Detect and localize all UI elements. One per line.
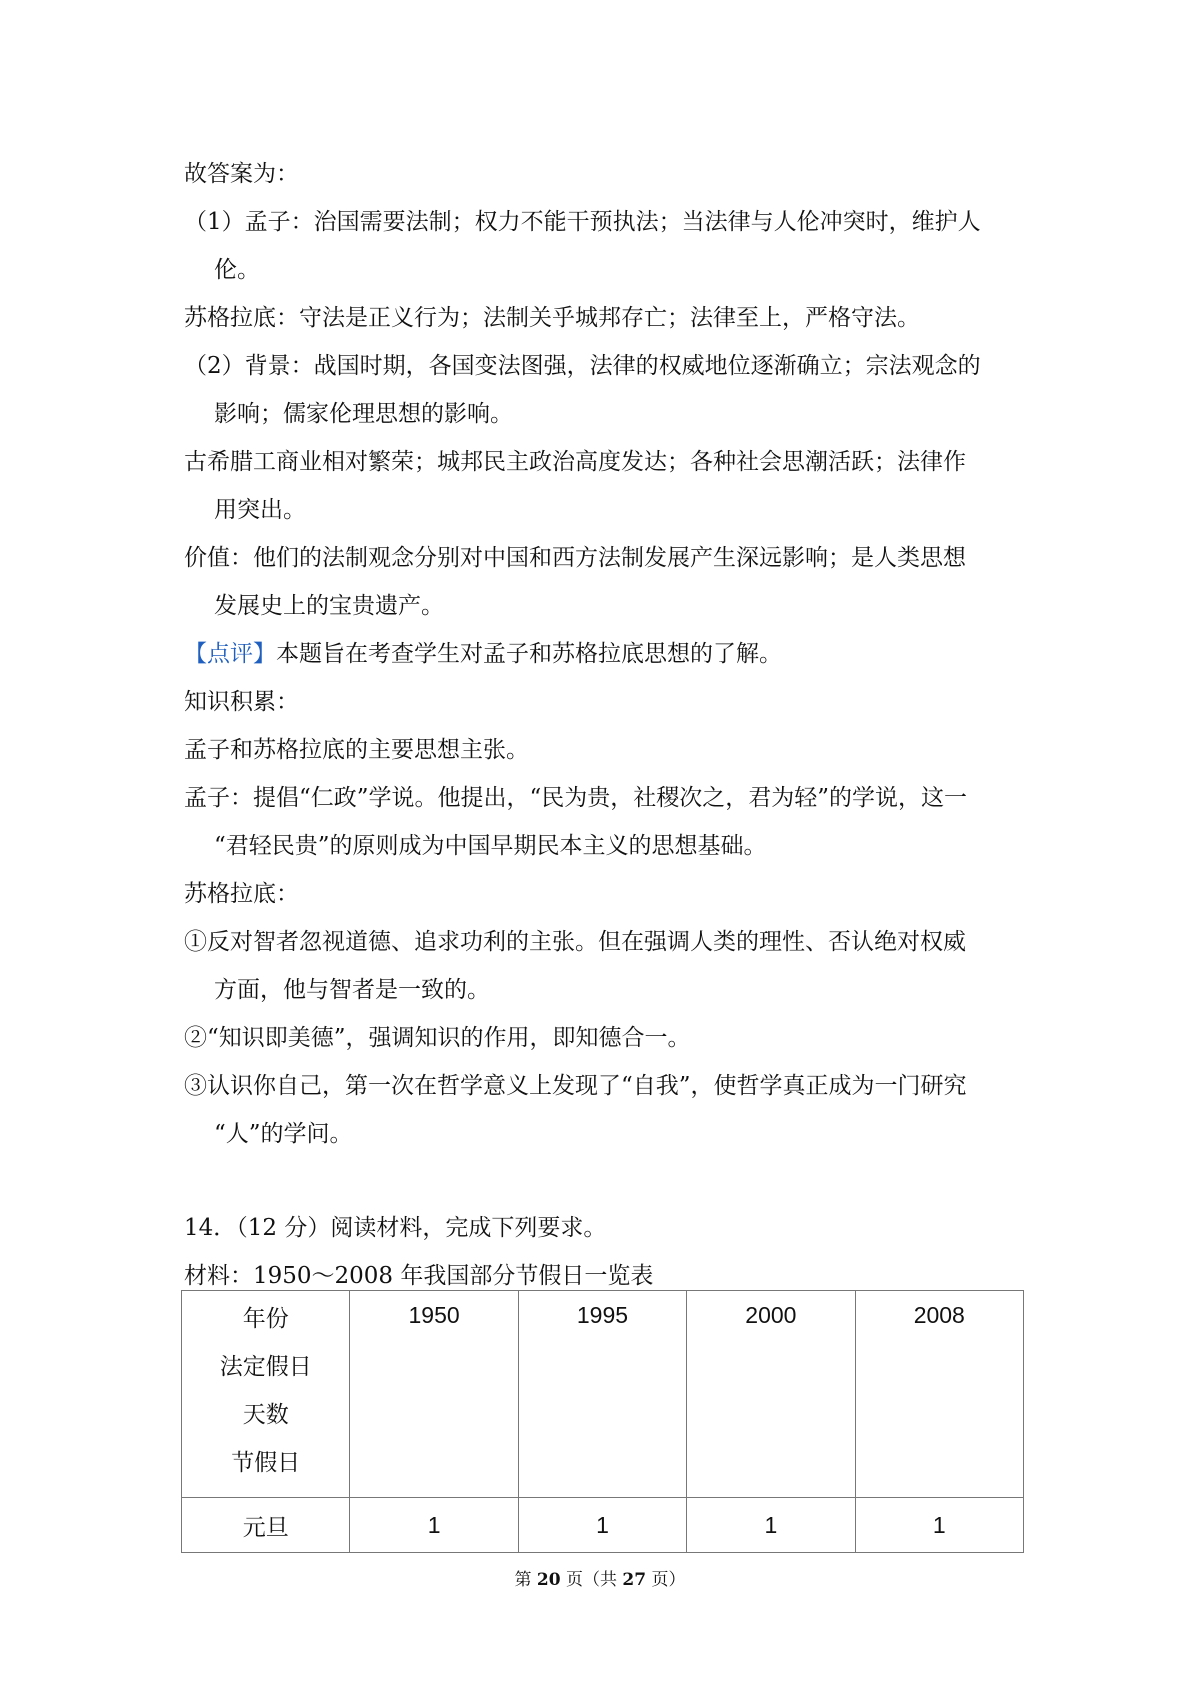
year-2000: 2000 <box>687 1291 855 1498</box>
page-footer <box>0 1565 1200 1590</box>
row-value: 1 <box>855 1498 1023 1553</box>
text-line: “人”的学问。 <box>214 1121 353 1147</box>
text-line: ①反对智者忽视道德、追求功利的主张。但在强调人类的理性、否认绝对权威 <box>184 929 966 955</box>
text-line: 知识积累： <box>184 689 299 715</box>
header-legal-holiday: 法定假日 <box>219 1354 312 1380</box>
row-value: 1 <box>350 1498 518 1553</box>
footer-mid: 页（共 <box>560 1570 623 1590</box>
question-title: 14．（12 分）阅读材料，完成下列要求。 <box>184 1215 607 1241</box>
footer-post: 页） <box>646 1570 686 1590</box>
text-line: 影响；儒家伦理思想的影响。 <box>214 401 513 427</box>
text-line: ②“知识即美德”，强调知识的作用，即知德合一。 <box>184 1025 691 1051</box>
footer-pre: 第 <box>514 1570 537 1590</box>
table-row <box>182 1498 1024 1553</box>
text-line: 伦。 <box>214 257 260 283</box>
text-line: （2）背景：战国时期，各国变法图强，法律的权威地位逐渐确立；宗法观念的 <box>184 353 981 379</box>
text-line: “君轻民贵”的原则成为中国早期民本主义的思想基础。 <box>214 833 767 859</box>
holiday-table <box>181 1290 1024 1553</box>
header-year: 年份 <box>242 1306 289 1332</box>
knowledge-lines <box>184 678 1024 1158</box>
text-line: 古希腊工商业相对繁荣；城邦民主政治高度发达；各种社会思潮活跃；法律作 <box>184 449 966 475</box>
text-line: 孟子：提倡“仁政”学说。他提出，“民为贵，社稷次之，君为轻”的学说，这一 <box>184 785 968 811</box>
row-value: 1 <box>687 1498 855 1553</box>
table-header-row <box>182 1291 1024 1498</box>
review-tag: 【点评】 <box>184 641 276 667</box>
answer-content <box>184 150 1024 1300</box>
text-line: （1）孟子：治国需要法制；权力不能干预执法；当法律与人伦冲突时，维护人 <box>184 209 981 235</box>
material-caption: 材料：1950～2008 年我国部分节假日一览表 <box>184 1263 654 1289</box>
header-holiday: 节假日 <box>231 1450 301 1476</box>
year-1995: 1995 <box>518 1291 686 1498</box>
text-line: 苏格拉底： <box>184 881 299 907</box>
text-line: ③认识你自己，第一次在哲学意义上发现了“自我”，使哲学真正成为一门研究 <box>184 1073 967 1099</box>
footer-page-number: 20 <box>536 1570 561 1590</box>
header-days: 天数 <box>242 1402 289 1428</box>
text-line: 发展史上的宝贵遗产。 <box>214 593 444 619</box>
text-line: 孟子和苏格拉底的主要思想主张。 <box>184 737 529 763</box>
year-1950: 1950 <box>350 1291 518 1498</box>
review-text: 本题旨在考查学生对孟子和苏格拉底思想的了解。 <box>276 641 782 667</box>
table-corner-header <box>182 1291 350 1498</box>
text-line: 方面，他与智者是一致的。 <box>214 977 490 1003</box>
year-2008: 2008 <box>855 1291 1023 1498</box>
review-line <box>184 630 1024 678</box>
text-line: 故答案为： <box>184 161 299 187</box>
text-line: 苏格拉底：守法是正义行为；法制关乎城邦存亡；法律至上，严格守法。 <box>184 305 920 331</box>
row-label: 元旦 <box>182 1498 350 1553</box>
row-value: 1 <box>518 1498 686 1553</box>
footer-total-pages: 27 <box>622 1570 647 1590</box>
answer-lines <box>184 150 1024 630</box>
text-line: 价值：他们的法制观念分别对中国和西方法制发展产生深远影响；是人类思想 <box>184 545 966 571</box>
text-line: 用突出。 <box>214 497 306 523</box>
